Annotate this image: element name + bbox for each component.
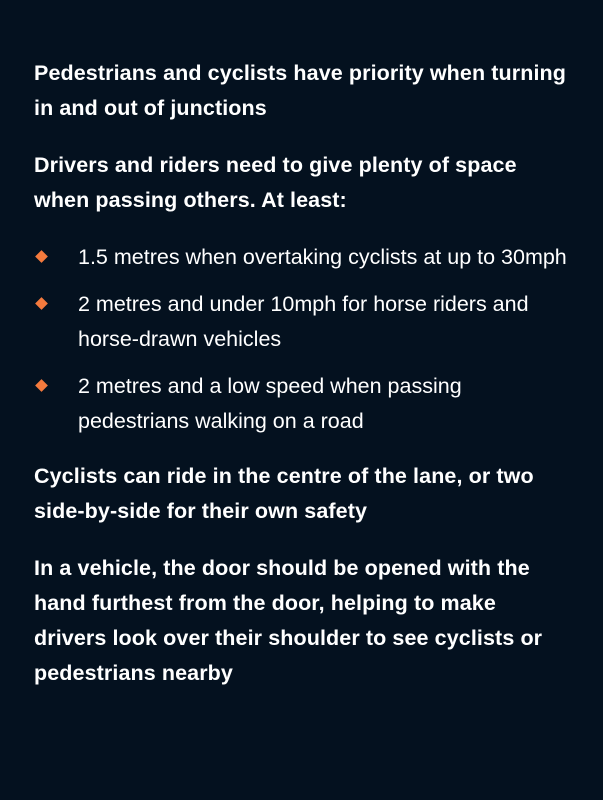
list-item-text: 2 metres and under 10mph for horse riders and horse-drawn vehicles: [78, 292, 529, 351]
list-item: [34, 287, 574, 357]
highway-code-changes: [34, 56, 574, 713]
diamond-bullet-icon: [35, 250, 48, 263]
dutch-reach-paragraph: In a vehicle, the door should be opened with the hand furthest from the door, helping to make drivers look over their shoulder to see cyclists or pedestrians nearby: [34, 556, 543, 685]
passing-distance-list: [34, 240, 574, 439]
diamond-bullet-icon: [35, 297, 48, 310]
list-item: [34, 369, 574, 439]
passing-space-paragraph: Drivers and riders need to give plenty of space when passing others. At least:: [34, 153, 517, 212]
diamond-bullet-icon: [35, 379, 48, 392]
priority-paragraph: Pedestrians and cyclists have priority when turning in and out of junctions: [34, 61, 566, 120]
list-item-text: 2 metres and a low speed when passing pedestrians walking on a road: [78, 374, 462, 433]
cyclist-lane-paragraph: Cyclists can ride in the centre of the lane, or two side-by-side for their own safety: [34, 464, 534, 523]
list-item: [34, 240, 574, 275]
list-item-text: 1.5 metres when overtaking cyclists at up to 30mph: [78, 245, 567, 269]
